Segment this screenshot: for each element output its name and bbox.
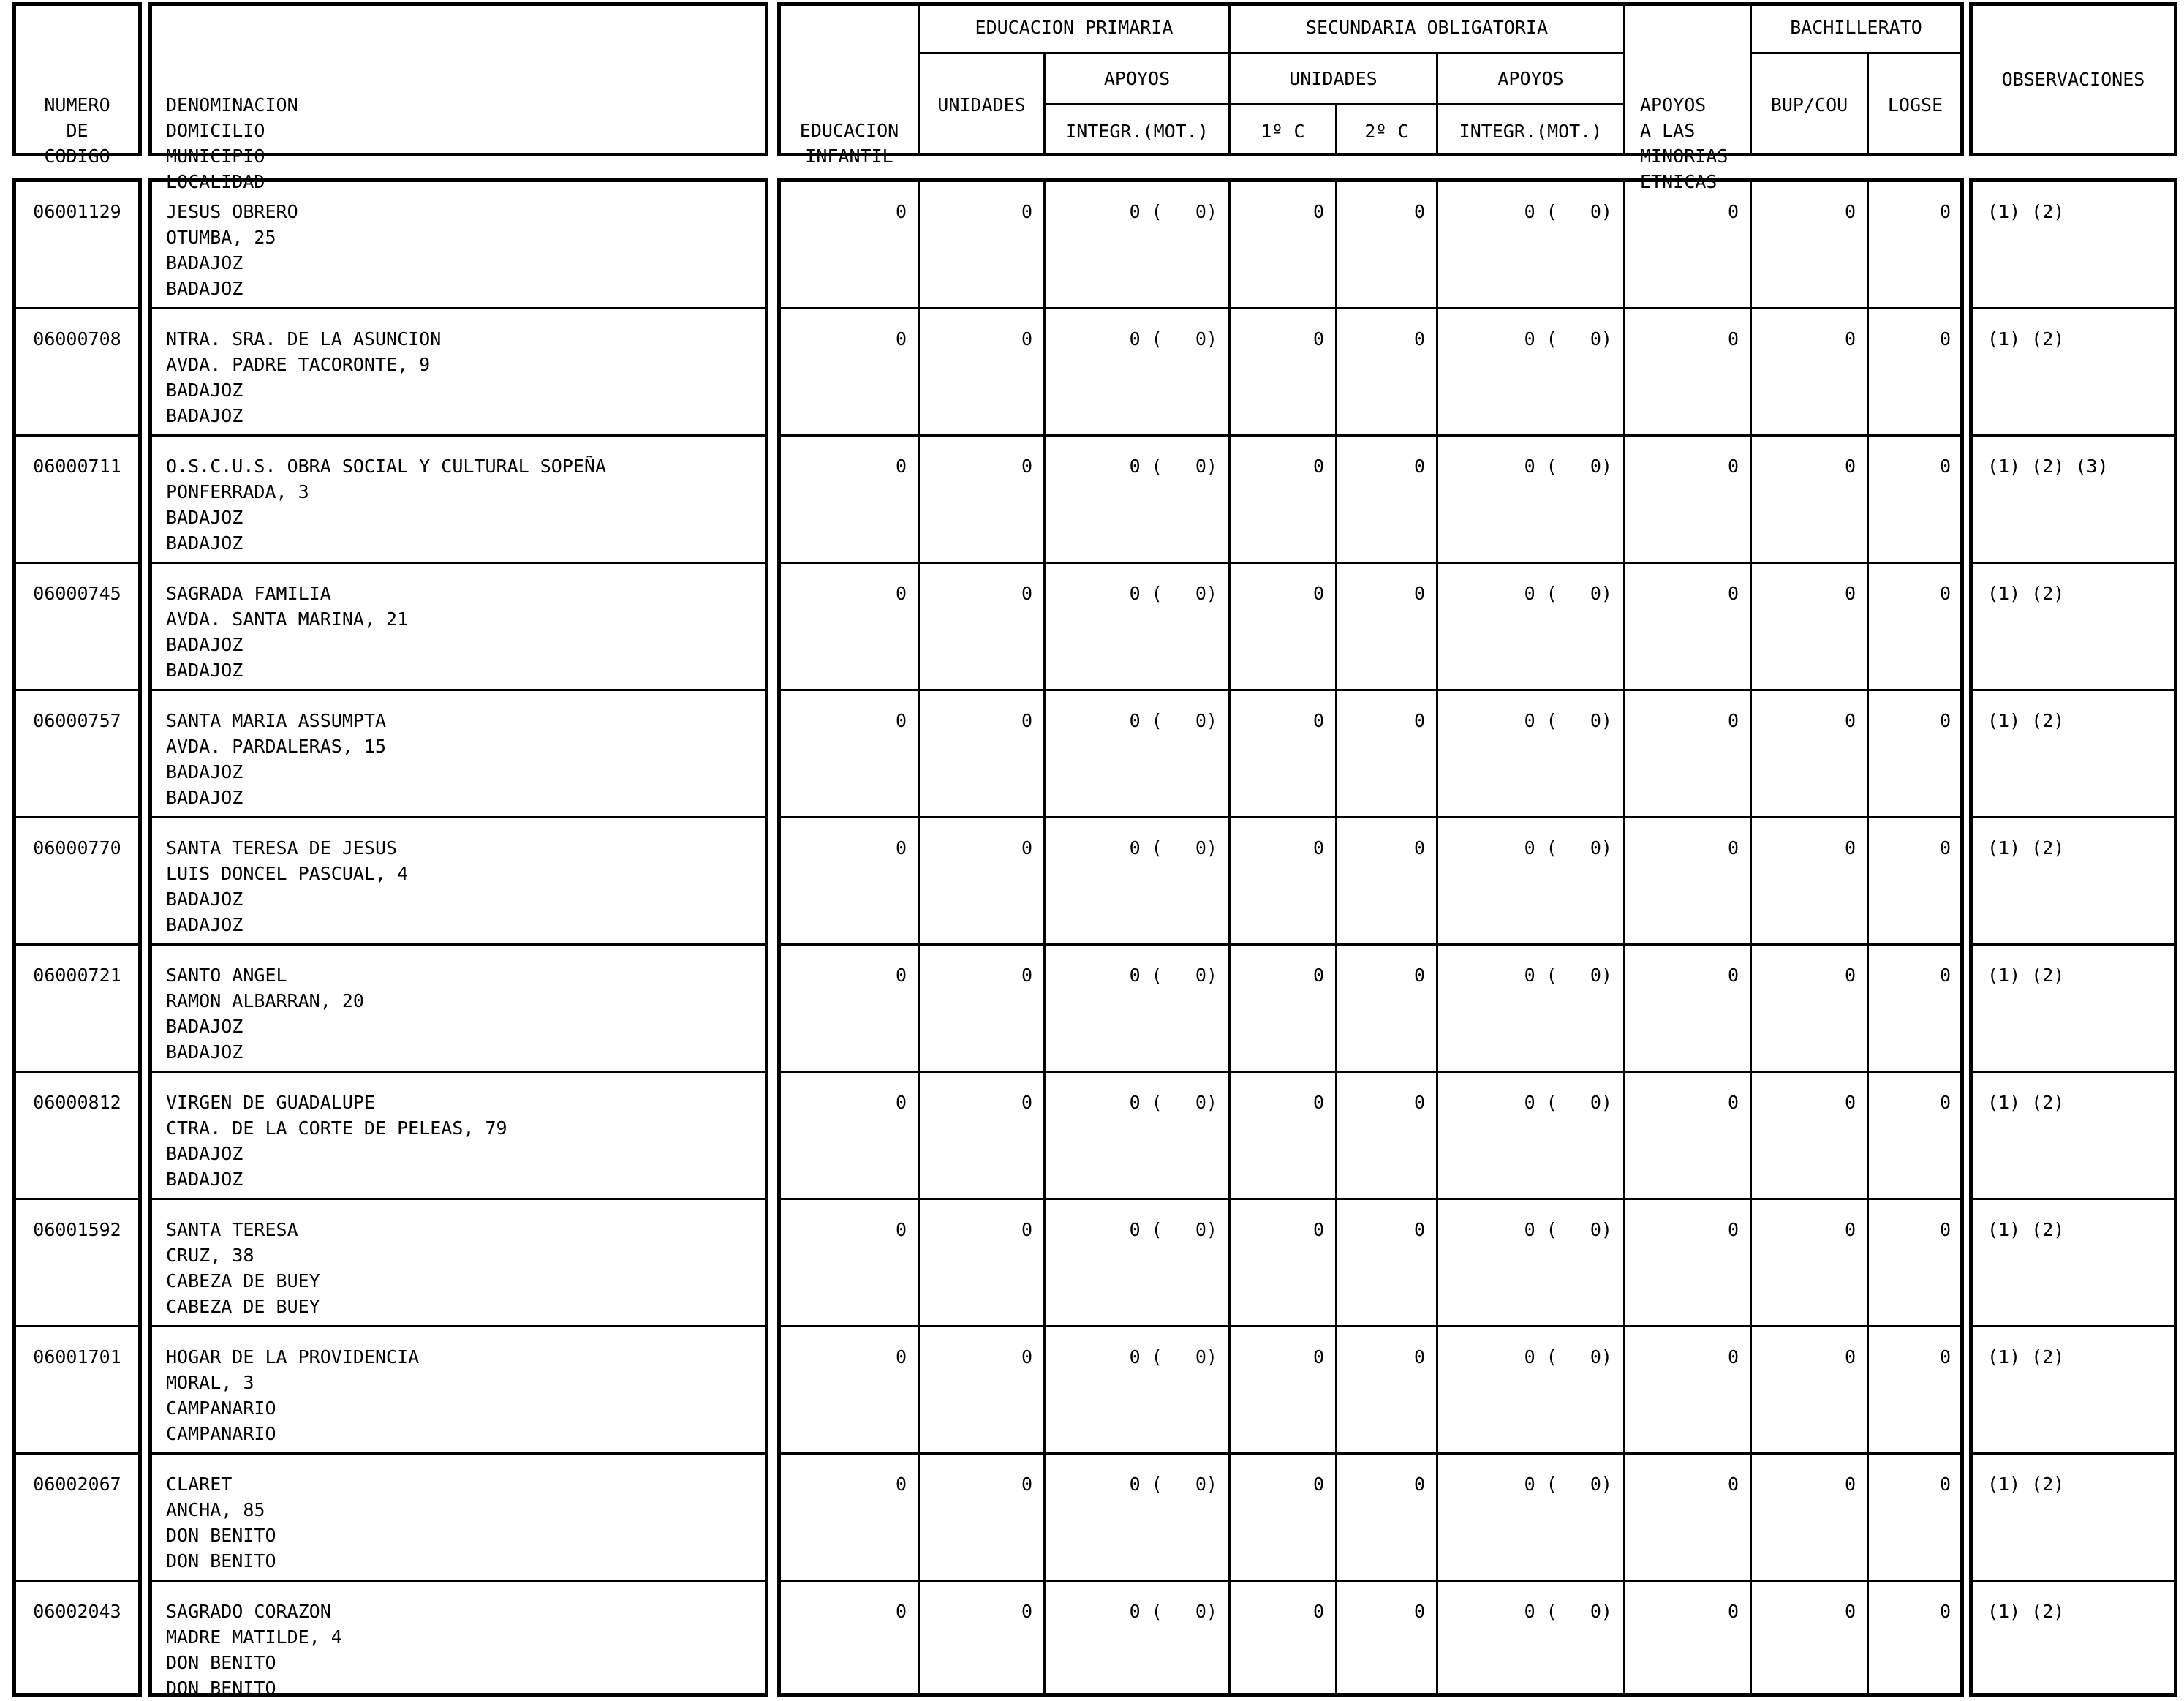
row-denominacion-line: O.S.C.U.S. OBRA SOCIAL Y CULTURAL SOPEÑA — [166, 456, 607, 477]
row-cell-so-apo: 0 ( 0) — [1524, 1219, 1612, 1240]
row-cell-inf: 0 — [895, 201, 907, 222]
row-cell-bup: 0 — [1844, 456, 1856, 477]
header-so-integr: INTEGR.(MOT.) — [1459, 121, 1603, 142]
row-denominacion-line: CAMPANARIO — [166, 1398, 276, 1419]
row-cell-so-1c: 0 — [1312, 456, 1324, 477]
header-secundaria: SECUNDARIA OBLIGATORIA — [1305, 17, 1549, 38]
row-cell-ep-apo: 0 ( 0) — [1129, 965, 1217, 986]
row-denominacion-line: CRUZ, 38 — [166, 1245, 254, 1266]
row-denominacion — [166, 962, 364, 1065]
row-cell-ep-uni: 0 — [1021, 837, 1032, 859]
header-numero: NUMERO DE CODIGO — [44, 94, 110, 167]
row-denominacion-line: JESUS OBRERO — [166, 201, 298, 222]
row-cell-ep-uni: 0 — [1021, 1601, 1032, 1622]
row-cell-min: 0 — [1727, 1092, 1739, 1113]
row-cell-so-1c: 0 — [1312, 328, 1324, 350]
row-cell-ep-apo: 0 ( 0) — [1129, 1346, 1217, 1368]
row-denominacion-line: BADAJOZ — [166, 252, 243, 274]
row-cell-so-2c: 0 — [1413, 710, 1425, 731]
row-cell-bup: 0 — [1844, 328, 1856, 350]
row-cell-ep-apo: 0 ( 0) — [1129, 1474, 1217, 1495]
row-denominacion-line: NTRA. SRA. DE LA ASUNCION — [166, 328, 442, 350]
row-cell-so-1c: 0 — [1312, 1601, 1324, 1622]
row-cell-ep-uni: 0 — [1021, 328, 1032, 350]
row-cell-so-2c: 0 — [1413, 1474, 1425, 1495]
row-cell-bup: 0 — [1844, 710, 1856, 731]
row-cell-ep-uni: 0 — [1021, 583, 1032, 604]
row-cell-ep-uni: 0 — [1021, 456, 1032, 477]
row-observaciones: (1) (2) — [1987, 201, 2065, 222]
row-denominacion-line: VIRGEN DE GUADALUPE — [166, 1092, 375, 1113]
row-observaciones: (1) (2) — [1987, 328, 2065, 350]
row-cell-so-2c: 0 — [1413, 456, 1425, 477]
row-cell-inf: 0 — [895, 1474, 907, 1495]
row-cell-so-apo: 0 ( 0) — [1524, 837, 1612, 859]
row-denominacion-line: AVDA. SANTA MARINA, 21 — [166, 608, 409, 630]
row-code: 06001592 — [33, 1219, 121, 1240]
row-denominacion-line: CAMPANARIO — [166, 1423, 276, 1444]
row-cell-bup: 0 — [1844, 965, 1856, 986]
row-denominacion-line: LUIS DONCEL PASCUAL, 4 — [166, 863, 409, 884]
row-cell-ep-apo: 0 ( 0) — [1129, 456, 1217, 477]
row-code: 06001129 — [33, 201, 121, 222]
row-denominacion-line: SANTA TERESA — [166, 1219, 298, 1240]
row-cell-so-apo: 0 ( 0) — [1524, 965, 1612, 986]
row-cell-ep-uni: 0 — [1021, 710, 1032, 731]
row-denominacion-line: BADAJOZ — [166, 380, 243, 401]
row-observaciones: (1) (2) — [1987, 1219, 2065, 1240]
row-cell-bup: 0 — [1844, 837, 1856, 859]
row-cell-min: 0 — [1727, 328, 1739, 350]
row-cell-logse: 0 — [1939, 1219, 1951, 1240]
row-cell-so-1c: 0 — [1312, 837, 1324, 859]
row-denominacion-line: BADAJOZ — [166, 1169, 243, 1190]
row-cell-so-apo: 0 ( 0) — [1524, 456, 1612, 477]
row-cell-logse: 0 — [1939, 583, 1951, 604]
row-cell-inf: 0 — [895, 1601, 907, 1622]
row-cell-min: 0 — [1727, 1346, 1739, 1368]
row-cell-so-apo: 0 ( 0) — [1524, 1092, 1612, 1113]
row-cell-so-2c: 0 — [1413, 1346, 1425, 1368]
row-cell-so-2c: 0 — [1413, 1219, 1425, 1240]
row-cell-so-apo: 0 ( 0) — [1524, 583, 1612, 604]
row-cell-ep-apo: 0 ( 0) — [1129, 1092, 1217, 1113]
row-cell-ep-apo: 0 ( 0) — [1129, 583, 1217, 604]
row-cell-so-1c: 0 — [1312, 1092, 1324, 1113]
row-denominacion-line: SANTO ANGEL — [166, 965, 287, 986]
row-cell-so-apo: 0 ( 0) — [1524, 1346, 1612, 1368]
row-cell-ep-apo: 0 ( 0) — [1129, 837, 1217, 859]
row-observaciones: (1) (2) — [1987, 837, 2065, 859]
row-cell-so-1c: 0 — [1312, 583, 1324, 604]
row-denominacion — [166, 1599, 342, 1701]
row-cell-ep-uni: 0 — [1021, 1474, 1032, 1495]
row-cell-bup: 0 — [1844, 201, 1856, 222]
row-cell-ep-uni: 0 — [1021, 1346, 1032, 1368]
row-code: 06000770 — [33, 837, 121, 859]
row-cell-inf: 0 — [895, 1346, 907, 1368]
row-denominacion-line: BADAJOZ — [166, 532, 243, 554]
row-cell-logse: 0 — [1939, 837, 1951, 859]
row-denominacion — [166, 1344, 419, 1447]
row-cell-inf: 0 — [895, 1092, 907, 1113]
row-cell-so-apo: 0 ( 0) — [1524, 1474, 1612, 1495]
row-observaciones: (1) (2) — [1987, 965, 2065, 986]
row-cell-logse: 0 — [1939, 965, 1951, 986]
row-denominacion-line: BADAJOZ — [166, 660, 243, 681]
row-denominacion-line: DON BENITO — [166, 1550, 276, 1572]
row-cell-so-1c: 0 — [1312, 710, 1324, 731]
header-ep-unidades: UNIDADES — [937, 94, 1026, 116]
row-cell-so-2c: 0 — [1413, 201, 1425, 222]
row-cell-ep-apo: 0 ( 0) — [1129, 1601, 1217, 1622]
row-denominacion-line: PONFERRADA, 3 — [166, 481, 309, 502]
row-denominacion — [166, 199, 298, 301]
row-denominacion-line: CABEZA DE BUEY — [166, 1296, 320, 1317]
row-cell-min: 0 — [1727, 837, 1739, 859]
row-denominacion-line: BADAJOZ — [166, 1016, 243, 1037]
row-denominacion-line: MORAL, 3 — [166, 1372, 254, 1393]
row-cell-so-apo: 0 ( 0) — [1524, 710, 1612, 731]
row-cell-ep-apo: 0 ( 0) — [1129, 710, 1217, 731]
row-cell-bup: 0 — [1844, 1219, 1856, 1240]
row-cell-logse: 0 — [1939, 328, 1951, 350]
row-denominacion-line: BADAJOZ — [166, 405, 243, 426]
row-denominacion-line: CTRA. DE LA CORTE DE PELEAS, 79 — [166, 1117, 507, 1139]
row-cell-bup: 0 — [1844, 1474, 1856, 1495]
header-so-2c: 2º C — [1364, 121, 1409, 142]
row-denominacion-line: BADAJOZ — [166, 634, 243, 655]
row-code: 06002043 — [33, 1601, 121, 1622]
row-cell-so-1c: 0 — [1312, 965, 1324, 986]
row-cell-inf: 0 — [895, 837, 907, 859]
row-denominacion-line: OTUMBA, 25 — [166, 227, 276, 248]
row-denominacion — [166, 708, 386, 810]
row-cell-so-1c: 0 — [1312, 201, 1324, 222]
row-cell-so-2c: 0 — [1413, 583, 1425, 604]
row-code: 06002067 — [33, 1474, 121, 1495]
header-observaciones: OBSERVACIONES — [2001, 69, 2145, 90]
row-code: 06000812 — [33, 1092, 121, 1113]
body-main-col — [777, 178, 1964, 1697]
row-denominacion-line: AVDA. PARDALERAS, 15 — [166, 736, 387, 757]
row-denominacion — [166, 1471, 276, 1574]
row-cell-bup: 0 — [1844, 1601, 1856, 1622]
row-cell-so-apo: 0 ( 0) — [1524, 201, 1612, 222]
row-observaciones: (1) (2) — [1987, 1474, 2065, 1495]
row-cell-logse: 0 — [1939, 201, 1951, 222]
row-observaciones: (1) (2) — [1987, 1092, 2065, 1113]
row-cell-logse: 0 — [1939, 710, 1951, 731]
row-denominacion-line: MADRE MATILDE, 4 — [166, 1626, 342, 1648]
row-denominacion-line: BADAJOZ — [166, 278, 243, 299]
body-numero-col — [12, 178, 142, 1697]
row-denominacion-line: DON BENITO — [166, 1525, 276, 1546]
header-denominacion: DENOMINACION DOMICILIO MUNICIPIO LOCALIDAD — [166, 94, 298, 192]
row-cell-inf: 0 — [895, 965, 907, 986]
header-bachillerato: BACHILLERATO — [1790, 17, 1922, 38]
row-denominacion — [166, 1217, 320, 1319]
row-cell-so-apo: 0 ( 0) — [1524, 328, 1612, 350]
row-cell-logse: 0 — [1939, 1474, 1951, 1495]
row-denominacion-line: BADAJOZ — [166, 787, 243, 808]
row-cell-min: 0 — [1727, 1474, 1739, 1495]
header-educacion-infantil: EDUCACION INFANTIL — [799, 120, 899, 167]
header-bup-cou: BUP/COU — [1770, 94, 1848, 116]
row-observaciones: (1) (2) — [1987, 1601, 2065, 1622]
row-cell-inf: 0 — [895, 583, 907, 604]
row-cell-logse: 0 — [1939, 1092, 1951, 1113]
row-code: 06000721 — [33, 965, 121, 986]
header-apoyos-minorias: APOYOS A LAS MINORIAS ETNICAS — [1640, 94, 1728, 192]
row-cell-so-1c: 0 — [1312, 1474, 1324, 1495]
body-observaciones-col — [1969, 178, 2177, 1697]
row-cell-min: 0 — [1727, 201, 1739, 222]
row-cell-logse: 0 — [1939, 456, 1951, 477]
row-cell-inf: 0 — [895, 328, 907, 350]
row-denominacion-line: CLARET — [166, 1474, 233, 1495]
row-cell-ep-uni: 0 — [1021, 965, 1032, 986]
row-observaciones: (1) (2) — [1987, 583, 2065, 604]
row-cell-so-1c: 0 — [1312, 1219, 1324, 1240]
row-cell-so-2c: 0 — [1413, 1601, 1425, 1622]
header-ep-integr: INTEGR.(MOT.) — [1065, 121, 1209, 142]
row-denominacion-line: DON BENITO — [166, 1678, 276, 1699]
row-cell-bup: 0 — [1844, 1346, 1856, 1368]
row-denominacion-line: BADAJOZ — [166, 889, 243, 910]
row-denominacion-line: CABEZA DE BUEY — [166, 1270, 320, 1291]
row-denominacion — [166, 1090, 507, 1192]
row-cell-min: 0 — [1727, 456, 1739, 477]
header-so-unidades: UNIDADES — [1289, 68, 1378, 89]
row-cell-so-1c: 0 — [1312, 1346, 1324, 1368]
row-cell-ep-uni: 0 — [1021, 201, 1032, 222]
row-cell-min: 0 — [1727, 710, 1739, 731]
row-denominacion-line: DON BENITO — [166, 1652, 276, 1673]
row-denominacion-line: BADAJOZ — [166, 1041, 243, 1063]
row-denominacion-line: SAGRADO CORAZON — [166, 1601, 331, 1622]
row-cell-ep-uni: 0 — [1021, 1092, 1032, 1113]
row-denominacion-line: RAMON ALBARRAN, 20 — [166, 990, 364, 1011]
row-cell-inf: 0 — [895, 710, 907, 731]
header-so-1c: 1º C — [1261, 121, 1305, 142]
row-denominacion-line: BADAJOZ — [166, 1143, 243, 1164]
row-code: 06000711 — [33, 456, 121, 477]
row-cell-logse: 0 — [1939, 1346, 1951, 1368]
row-code: 06000745 — [33, 583, 121, 604]
row-denominacion-line: SAGRADA FAMILIA — [166, 583, 331, 604]
row-cell-so-apo: 0 ( 0) — [1524, 1601, 1612, 1622]
row-denominacion-line: ANCHA, 85 — [166, 1499, 265, 1520]
row-observaciones: (1) (2) — [1987, 1346, 2065, 1368]
row-cell-inf: 0 — [895, 1219, 907, 1240]
row-denominacion — [166, 326, 441, 429]
header-so-apoyos: APOYOS — [1497, 68, 1564, 89]
row-cell-so-2c: 0 — [1413, 837, 1425, 859]
row-cell-ep-uni: 0 — [1021, 1219, 1032, 1240]
header-logse: LOGSE — [1887, 94, 1943, 116]
row-cell-min: 0 — [1727, 583, 1739, 604]
header-educacion-primaria: EDUCACION PRIMARIA — [975, 17, 1174, 38]
row-cell-ep-apo: 0 ( 0) — [1129, 1219, 1217, 1240]
row-denominacion-line: SANTA MARIA ASSUMPTA — [166, 710, 387, 731]
header-ep-apoyos: APOYOS — [1103, 68, 1171, 89]
row-cell-min: 0 — [1727, 965, 1739, 986]
row-observaciones: (1) (2) (3) — [1987, 456, 2109, 477]
row-denominacion — [166, 453, 606, 556]
row-code: 06001701 — [33, 1346, 121, 1368]
row-cell-min: 0 — [1727, 1219, 1739, 1240]
row-cell-bup: 0 — [1844, 1092, 1856, 1113]
row-code: 06000708 — [33, 328, 121, 350]
row-denominacion-line: SANTA TERESA DE JESUS — [166, 837, 398, 859]
row-denominacion-line: BADAJOZ — [166, 507, 243, 528]
row-denominacion-line: BADAJOZ — [166, 761, 243, 782]
row-code: 06000757 — [33, 710, 121, 731]
row-denominacion — [166, 835, 408, 938]
row-denominacion-line: AVDA. PADRE TACORONTE, 9 — [166, 354, 431, 375]
row-denominacion-line: HOGAR DE LA PROVIDENCIA — [166, 1346, 420, 1368]
row-cell-so-2c: 0 — [1413, 328, 1425, 350]
row-cell-min: 0 — [1727, 1601, 1739, 1622]
row-cell-bup: 0 — [1844, 583, 1856, 604]
row-denominacion — [166, 581, 408, 683]
row-cell-logse: 0 — [1939, 1601, 1951, 1622]
row-cell-so-2c: 0 — [1413, 1092, 1425, 1113]
row-cell-ep-apo: 0 ( 0) — [1129, 201, 1217, 222]
row-cell-so-2c: 0 — [1413, 965, 1425, 986]
row-cell-ep-apo: 0 ( 0) — [1129, 328, 1217, 350]
row-denominacion-line: BADAJOZ — [166, 914, 243, 935]
row-observaciones: (1) (2) — [1987, 710, 2065, 731]
row-cell-inf: 0 — [895, 456, 907, 477]
